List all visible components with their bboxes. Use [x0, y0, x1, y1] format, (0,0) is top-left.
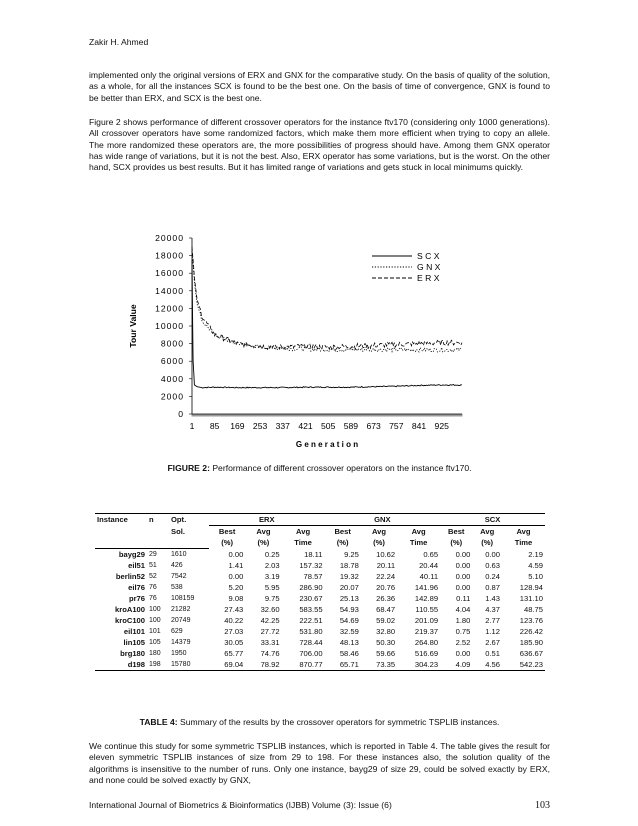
x-tick-label: 757: [389, 421, 404, 431]
figure-caption-text: Performance of different crossover operators on the instance ftv170.: [209, 463, 472, 473]
table-cell: 583.55: [299, 605, 323, 614]
table-cell-instance: kroC100: [115, 616, 145, 625]
table-cell: 3.19: [264, 572, 280, 581]
table-cell: 0.00: [455, 572, 471, 581]
table-cell: 5.20: [228, 583, 244, 592]
table-cell: 1950: [171, 650, 187, 657]
table-header-row-1: [95, 514, 545, 526]
table-cell: 110.55: [415, 605, 439, 614]
paragraph-1: implemented only the original versions of ERX and GNX for the comparative study. On the basis of quality of the solution, as a whole, for all the instances SCX is found to be the best one. On the basis of time of convergence, GNX is found to be better than ERX, and SCX is the best one.: [89, 70, 550, 103]
x-tick-labels: [190, 421, 450, 431]
table-cell: 42.25: [260, 616, 280, 625]
footer-journal: International Journal of Biometrics & Bioinformatics (IJBB) Volume (3): Issue (6): [89, 800, 392, 810]
table-cell: 0.00: [455, 583, 471, 592]
table-cell: 20.76: [376, 583, 396, 592]
x-tick-label: 841: [411, 421, 427, 431]
table-cell: 78.92: [245, 659, 281, 671]
table-cell: 74.76: [260, 649, 280, 658]
table-caption-label: TABLE 4:: [139, 717, 178, 727]
table-cell: 1.80: [455, 616, 471, 625]
table-cell: 52: [149, 573, 157, 580]
table-cell: 0.87: [485, 583, 500, 592]
table-cell: 141.96: [414, 583, 439, 592]
table-cell: 2.19: [528, 549, 543, 559]
table-cell: 29: [149, 551, 157, 558]
table-row: [95, 626, 545, 637]
table-cell-instance: lin105: [123, 638, 145, 647]
table-cell: 59.02: [376, 616, 396, 625]
table-cell: 0.63: [485, 561, 500, 570]
header-gnx: GNX: [325, 514, 441, 526]
header-erx-avgtime: Avg: [282, 526, 325, 538]
table-cell: 538: [171, 584, 183, 591]
page-number: 103: [535, 800, 550, 811]
y-tick-label: 2000: [160, 391, 184, 402]
table-cell: 1.43: [485, 594, 500, 603]
table-cell: 32.80: [376, 627, 396, 636]
header-gnx-best: Best: [325, 526, 361, 538]
table-cell: 14379: [171, 639, 191, 646]
table-row: [95, 637, 545, 648]
table-cell: 51: [149, 562, 157, 569]
table-cell: 201.09: [414, 616, 439, 625]
table-cell: 9.08: [228, 594, 244, 603]
table-cell: 123.76: [519, 616, 543, 625]
table-cell-instance: bayg29: [118, 550, 145, 559]
table-cell: 286.90: [299, 583, 323, 592]
table-cell: 0.51: [485, 649, 500, 658]
header-n: n: [147, 514, 169, 526]
table-cell: 40.22: [224, 616, 244, 625]
table-cell: 21282: [171, 606, 191, 613]
table-cell: 0.00: [228, 572, 244, 581]
chart-legend: [372, 251, 441, 283]
table-cell-instance: berlin52: [115, 572, 145, 581]
header-instance: Instance: [95, 514, 147, 526]
header-erx-avg-pct: (%): [257, 538, 270, 548]
table-row: [95, 571, 545, 582]
table-cell: 230.67: [299, 594, 323, 603]
table-cell: 516.69: [414, 649, 439, 658]
table-cell: 26.36: [376, 594, 396, 603]
header-gnx-time: Time: [409, 538, 428, 548]
y-axis-label: Tour Value: [128, 304, 138, 348]
table-cell: 76: [149, 584, 157, 591]
y-tick-labels: [155, 233, 192, 419]
table-cell: 50.30: [376, 638, 396, 647]
table-cell-instance: pr76: [128, 594, 145, 603]
table-cell: 531.80: [299, 627, 323, 636]
table-cell: 32.60: [260, 605, 280, 614]
table-cell: 4.04: [455, 605, 471, 614]
table-header-row-2: [95, 526, 545, 538]
table-cell-instance: kroA100: [115, 605, 145, 614]
x-tick-label: 421: [298, 421, 313, 431]
figure-caption: [89, 463, 550, 473]
table-cell: 2.52: [455, 638, 471, 647]
header-erx-avg: Avg: [245, 526, 281, 538]
table-cell: 20749: [171, 617, 191, 624]
y-tick-label: 16000: [155, 268, 184, 279]
y-tick-label: 12000: [155, 303, 184, 314]
table-cell: 0.00: [455, 561, 471, 570]
y-tick-label: 4000: [160, 373, 184, 384]
table-cell: 69.04: [209, 659, 245, 671]
table-cell: 54.93: [339, 605, 359, 614]
x-tick-label: 337: [275, 421, 290, 431]
y-tick-label: 8000: [160, 338, 184, 349]
x-tick-label: 169: [230, 421, 245, 431]
x-tick-label: 253: [252, 421, 268, 431]
table-cell: 4.09: [440, 659, 472, 671]
table-cell: 0.25: [264, 549, 280, 559]
paragraph-2: Figure 2 shows performance of different crossover operators for the instance ftv170 (considering only 1000 generations). All crossover operators have some randomized factors, which make them more efficient when trying to copy an allele. The more randomized these operators are, the more possibilities of progress should have. Among them GNX operator has wide range of variations, but it is not the best. Also, ERX operator has some variations, but is the worst. On the other hand, SCX provides us best results. But it has limited range of variations and gets stuck in local minimums quickly.: [89, 117, 550, 173]
table-cell: 0.00: [228, 549, 244, 559]
table-cell: 222.51: [299, 616, 323, 625]
table-cell: 264.80: [414, 638, 439, 647]
header-erx-best: Best: [209, 526, 245, 538]
table-cell: 10.62: [376, 549, 396, 559]
chart-svg: [120, 226, 480, 456]
table-cell: 426: [171, 562, 183, 569]
table-cell: 0.65: [423, 549, 439, 559]
table-cell: 65.71: [325, 659, 361, 671]
header-erx: ERX: [209, 514, 325, 526]
table-cell: 1.41: [228, 561, 244, 570]
x-tick-label: 85: [209, 421, 220, 431]
table-cell: 27.72: [260, 627, 280, 636]
table-cell: 48.75: [523, 605, 543, 614]
header-erx-best-pct: (%): [221, 538, 234, 548]
table-row: [95, 582, 545, 593]
y-tick-label: 18000: [155, 250, 184, 261]
table-cell: 78.57: [303, 572, 323, 581]
legend-label: G N X: [417, 262, 441, 272]
table-caption: [89, 717, 550, 727]
table-cell: 304.23: [397, 659, 440, 671]
table-cell: 180: [149, 650, 161, 657]
table-cell: 142.89: [414, 594, 439, 603]
header-scx-best: Best: [440, 526, 472, 538]
table-cell: 219.37: [414, 627, 439, 636]
table-cell: 128.94: [519, 583, 543, 592]
table-cell: 25.13: [339, 594, 359, 603]
header-gnx-avgtime: Avg: [397, 526, 440, 538]
table-cell: 22.24: [376, 572, 396, 581]
table-cell: 2.77: [485, 616, 500, 625]
table-cell: 2.03: [264, 561, 280, 570]
table-cell: 65.77: [224, 649, 244, 658]
x-tick-label: 1: [189, 421, 195, 431]
table-row: [95, 593, 545, 604]
x-tick-label: 925: [434, 421, 449, 431]
table-cell: 30.05: [224, 638, 244, 647]
paragraph-4: We continue this study for some symmetric TSPLIB instances, which is reported in Table 4. The table gives the result for eleven symmetric TSPLIB instances of size from 29 to 198. For these instances also, the solution quality of the algorithms is insensitive to the number of runs. Only one instance, bayg29 of size 29, could be solved exactly by ERX, and none could be solved exactly by GNX,: [89, 741, 550, 785]
x-tick-label: 505: [321, 421, 336, 431]
header-gnx-best-pct: (%): [336, 538, 349, 548]
table-cell: 1.12: [485, 627, 500, 636]
table-cell: 226.42: [519, 627, 543, 636]
table-cell: 542.23: [502, 659, 545, 671]
table-cell: 2.67: [485, 638, 500, 647]
y-tick-label: 20000: [155, 233, 184, 243]
table-cell: 0.11: [456, 594, 471, 603]
header-scx-avgtime: Avg: [502, 526, 545, 538]
table-cell: 15780: [169, 659, 209, 671]
header-opt: Opt.: [169, 514, 209, 526]
table-cell-instance: eil76: [128, 583, 145, 592]
header-scx-avg-pct: (%): [481, 538, 494, 548]
table-cell: 101: [149, 628, 161, 635]
table-cell: 706.00: [299, 649, 323, 658]
table-cell: 1610: [171, 551, 187, 558]
legend-label: E R X: [417, 273, 440, 283]
table-cell: 27.43: [224, 605, 244, 614]
table-cell: 20.11: [376, 561, 396, 570]
table-cell: 198: [147, 659, 169, 671]
table-cell: 100: [149, 617, 161, 624]
table-row: [95, 615, 545, 626]
table-cell: 7542: [171, 573, 187, 580]
running-header-author: Zakir H. Ahmed: [89, 37, 149, 47]
header-sol: Sol.: [171, 526, 185, 536]
table-row: [95, 604, 545, 615]
table-cell: 20.07: [339, 583, 359, 592]
x-tick-label: 589: [343, 421, 359, 431]
table-cell: 9.25: [344, 549, 359, 559]
table-cell: 108159: [171, 595, 195, 602]
table-cell: 4.59: [528, 561, 543, 570]
header-scx: SCX: [440, 514, 545, 526]
figure-caption-label: FIGURE 2:: [167, 463, 210, 473]
table-cell: 19.32: [339, 572, 359, 581]
figure-2-chart: [120, 226, 480, 456]
y-tick-label: 14000: [155, 285, 184, 296]
table-cell-instance: eil51: [128, 561, 145, 570]
table-cell: 33.31: [260, 638, 280, 647]
table-cell: 5.10: [528, 572, 543, 581]
x-axis-label: G e n e r a t i o n: [295, 440, 359, 449]
table-caption-text: Summary of the results by the crossover operators for symmetric TSPLIB instances.: [177, 717, 500, 727]
table-cell: 0.24: [485, 572, 500, 581]
table-row: [95, 648, 545, 659]
y-tick-label: 0: [178, 409, 184, 419]
table-body: [95, 549, 545, 671]
header-gnx-avg: Avg: [361, 526, 397, 538]
table-cell: 18.11: [304, 549, 323, 559]
table-cell: 4.56: [472, 659, 502, 671]
table-cell: 59.66: [376, 649, 396, 658]
header-scx-best-pct: (%): [450, 538, 463, 548]
table-cell: 0.75: [455, 627, 471, 636]
legend-label: S C X: [417, 251, 440, 261]
table-cell: 105: [149, 639, 161, 646]
table-cell: 0.00: [485, 549, 500, 559]
page-footer: [89, 800, 550, 810]
table-cell-instance: brg180: [120, 649, 145, 658]
results-table: [95, 513, 545, 671]
table-cell: 9.75: [264, 594, 280, 603]
table-cell: 32.59: [339, 627, 359, 636]
table-row: [95, 659, 545, 671]
header-erx-time: Time: [294, 538, 312, 548]
table-row: [95, 549, 545, 561]
table-cell: 100: [149, 606, 161, 613]
table-cell: 27.03: [224, 627, 244, 636]
table-cell-instance: eil101: [123, 627, 145, 636]
table-cell: 629: [171, 628, 183, 635]
table-header-row-3: [95, 537, 545, 549]
table-cell: 73.35: [361, 659, 397, 671]
table-cell: 0.00: [455, 649, 471, 658]
x-tick-label: 673: [366, 421, 381, 431]
y-tick-label: 6000: [160, 356, 184, 367]
table-cell: 870.77: [282, 659, 325, 671]
table-cell: 48.13: [339, 638, 359, 647]
table-cell: 76: [149, 595, 157, 602]
table-cell: 0.00: [455, 549, 471, 559]
table-cell: 728.44: [299, 638, 323, 647]
table-cell: 54.69: [339, 616, 359, 625]
table-cell: 68.47: [376, 605, 396, 614]
table-cell: 131.10: [519, 594, 543, 603]
table-cell: 40.11: [419, 572, 439, 581]
table-row: [95, 560, 545, 571]
table-cell: 18.78: [339, 561, 359, 570]
table-cell: 157.32: [299, 561, 323, 570]
header-scx-time: Time: [514, 538, 533, 548]
table-cell: 636.67: [519, 649, 543, 658]
table-cell: 5.95: [264, 583, 280, 592]
table-cell-instance: d198: [95, 659, 147, 671]
table-cell: 58.46: [339, 649, 359, 658]
table-cell: 4.37: [485, 605, 500, 614]
table-cell: 20.44: [419, 561, 439, 570]
header-scx-avg: Avg: [472, 526, 502, 538]
header-gnx-avg-pct: (%): [373, 538, 385, 548]
y-tick-label: 10000: [155, 321, 184, 331]
table-cell: 185.90: [519, 638, 543, 647]
